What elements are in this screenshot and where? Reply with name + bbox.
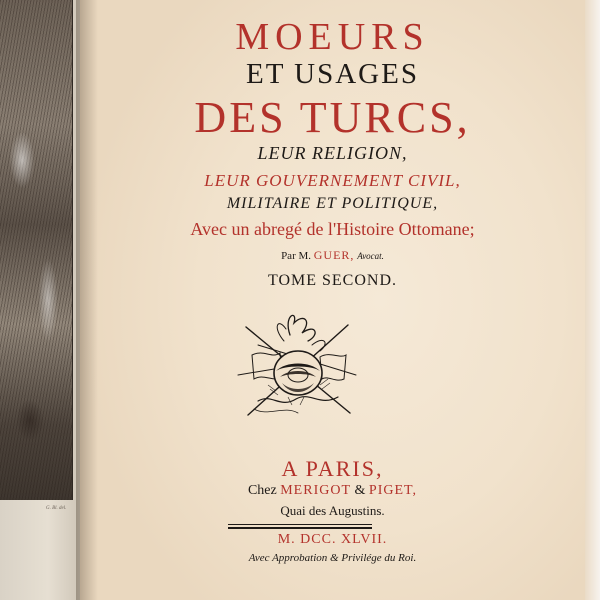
publisher-address: Quai des Augustins. — [280, 503, 385, 518]
imprint-rule-thick — [228, 527, 372, 529]
title-line-des-turcs: DES TURCS, — [194, 93, 471, 142]
publisher-ampersand: & — [354, 483, 366, 498]
publisher-line — [80, 484, 585, 498]
author-name: GUER, — [313, 248, 355, 262]
publisher-prefix: Chez — [247, 483, 277, 498]
subtitle-histoire: Avec un abregé de l'Histoire Ottomane; — [190, 219, 475, 239]
volume-line: TOME SECOND. — [267, 272, 398, 289]
subtitle-militaire: MILITAIRE ET POLITIQUE, — [226, 195, 439, 212]
royal-privilege: Avec Approbation & Privilége du Roi. — [248, 552, 417, 564]
subtitle-gouvernement: LEUR GOUVERNEMENT CIVIL, — [204, 171, 461, 190]
publisher-name-2: PIGET, — [368, 483, 418, 498]
title-line-et-usages: ET USAGES — [246, 58, 419, 90]
trophy-of-arms-icon — [228, 305, 368, 430]
author-prefix: Par M. — [281, 250, 312, 262]
page-edge — [585, 0, 600, 600]
frontispiece-page — [0, 0, 80, 600]
imprint-rule-thin — [228, 524, 372, 525]
title-line-moeurs: MOEURS — [235, 16, 430, 58]
engraver-signature: G. Bl. del. — [46, 506, 67, 511]
publication-year: M. DCC. XLVII. — [277, 532, 388, 547]
publisher-name-1: MERIGOT — [280, 483, 352, 498]
author-title: Avocat. — [357, 251, 384, 261]
frontispiece-engraving — [0, 0, 73, 500]
imprint-place: A PARIS, — [281, 456, 384, 481]
subtitle-religion: LEUR RELIGION, — [257, 143, 408, 163]
author-line — [80, 249, 585, 262]
